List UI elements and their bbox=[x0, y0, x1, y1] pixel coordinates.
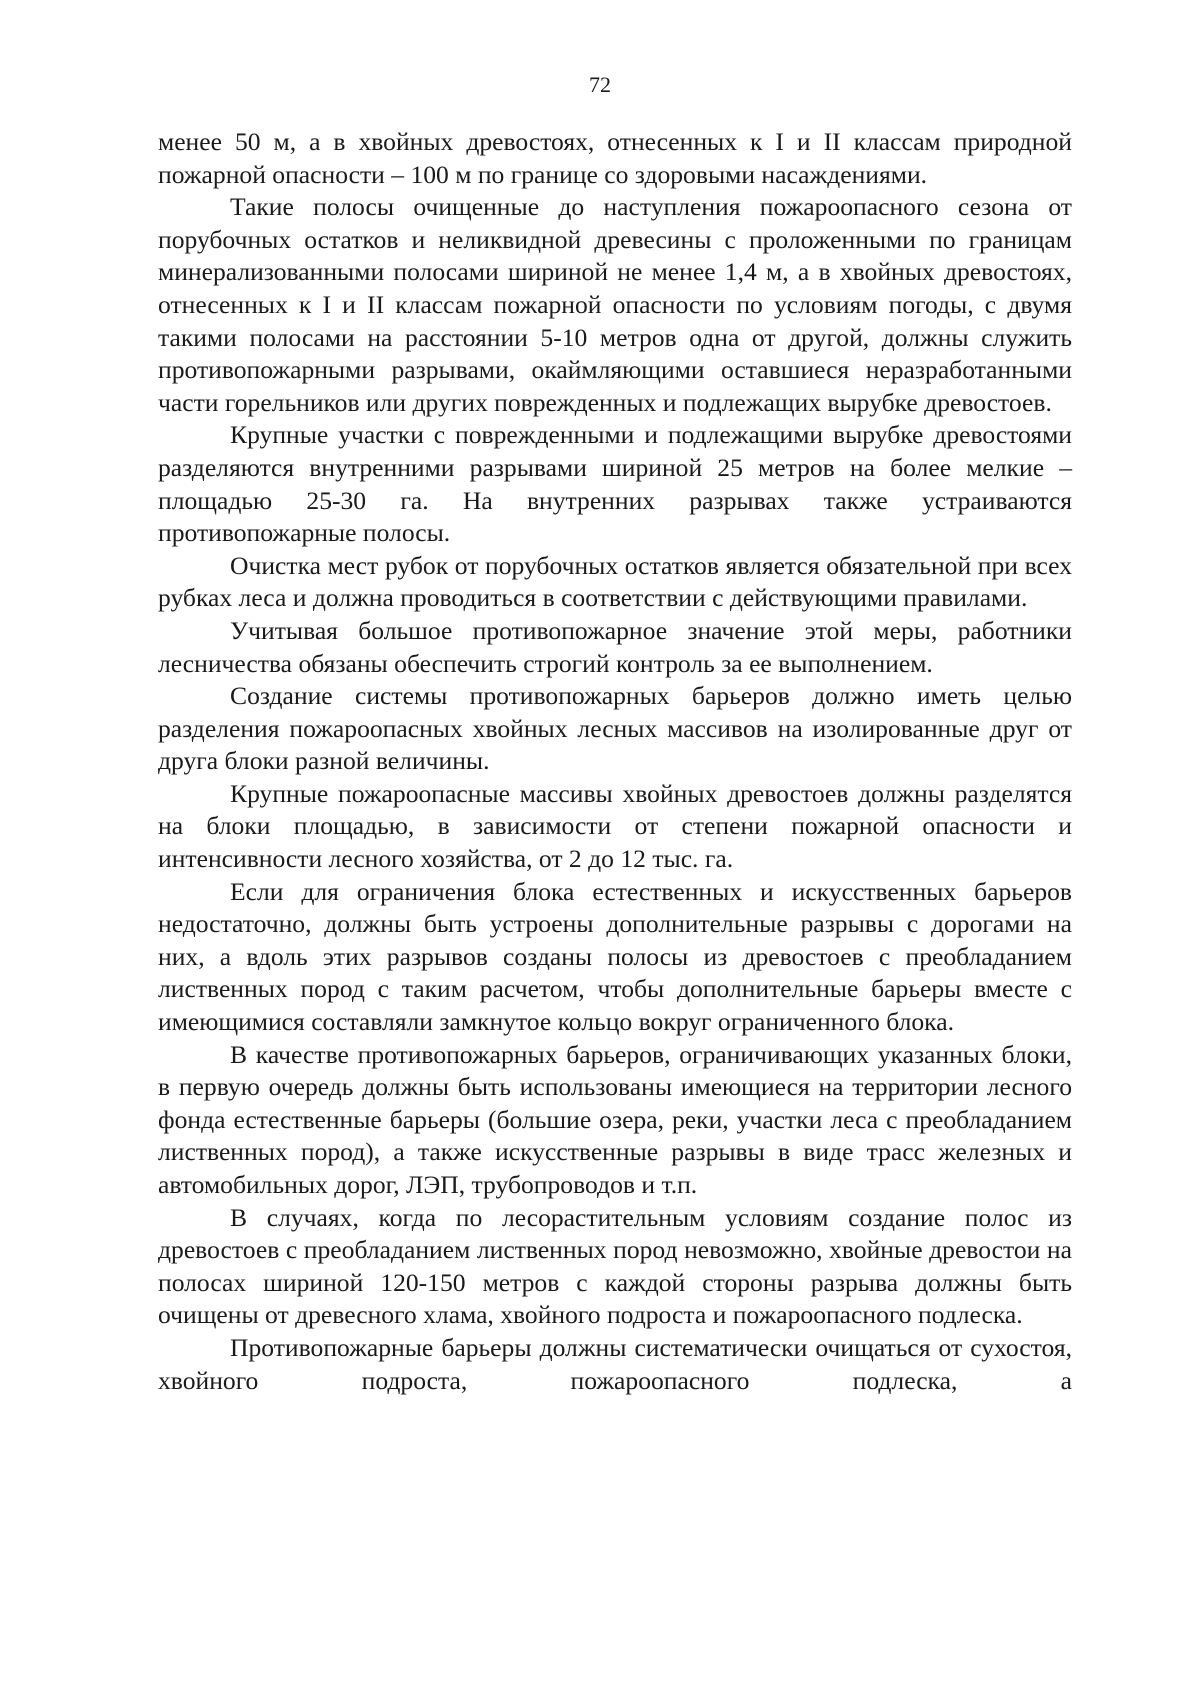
paragraph-continues-next-page: Противопожарные барьеры должны систематически очищаться от сухостоя, хвойного подроста, пожароопасного подлеска, а bbox=[158, 1332, 1072, 1395]
paragraph: В качестве противопожарных барьеров, ограничивающих указанных блоки, в первую очередь должны быть использованы имеющиеся на территории лесного фонда естественные барьеры (большие озера, реки, участки леса с преобладанием лиственных пород), а также искусственные разрывы в виде трасс железных и автомобильных дорог, ЛЭП, трубопроводов и т.п. bbox=[158, 1039, 1072, 1199]
paragraph-continuation: менее 50 м, а в хвойных древостоях, отнесенных к I и II классам природной пожарной опасности – 100 м по границе со здоровыми насаждениями. bbox=[158, 127, 1072, 189]
paragraph: Учитывая большое противопожарное значение этой меры, работники лесничества обязаны обеспечить строгий контроль за ее выполнением. bbox=[158, 615, 1072, 678]
paragraph: Если для ограничения блока естественных и искусственных барьеров недостаточно, должны быть устроены дополнительные разрывы с дорогами на них, а вдоль этих разрывов созданы полосы из древостоев с преобладанием лиственных пород с таким расчетом, чтобы дополнительные барьеры вместе с имеющимися составляли замкнутое кольцо вокруг ограниченного блока. bbox=[158, 876, 1072, 1037]
paragraph: Создание системы противопожарных барьеров должно иметь целью разделения пожароопасных хвойных лесных массивов на изолированные друг от друга блоки разной величины. bbox=[158, 681, 1072, 776]
paragraph: В случаях, когда по лесорастительным условиям создание полос из древостоев с преобладанием лиственных пород невозможно, хвойные древостои на полосах шириной 120-150 метров с каждой стороны разрыва должны быть очищены от древесного хлама, хвойного подроста и пожароопасного подлеска. bbox=[158, 1202, 1072, 1330]
paragraph: Крупные пожароопасные массивы хвойных древостоев должны разделятся на блоки площадью, в зависимости от степени пожарной опасности и интенсивности лесного хозяйства, от 2 до 12 тыс. га. bbox=[158, 778, 1072, 874]
paragraph: Такие полосы очищенные до наступления пожароопасного сезона от порубочных остатков и неликвидной древесины с проложенными по границам минерализованными полосами шириной не менее 1,4 м, а в хвойных древостоях, отнесенных к I и II классам пожарной опасности по условиям погоды, с двумя такими полосами на расстоянии 5-10 метров одна от другой, должны служить противопожарными разрывами, окаймляющими оставшиеся неразработанными части горельников или других поврежденных и подлежащих вырубке древостоев. bbox=[158, 192, 1072, 417]
paragraph: Крупные участки с поврежденными и подлежащими вырубке древостоями разделяются внутренними разрывами шириной 25 метров на более мелкие – площадью 25-30 га. На внутренних разрывах также устраиваются противопожарные полосы. bbox=[158, 420, 1072, 548]
page-number: 72 bbox=[589, 72, 611, 97]
body-text bbox=[158, 126, 1072, 1397]
paragraph: Очистка мест рубок от порубочных остатков является обязательной при всех рубках леса и должна проводиться в соответствии с действующими правилами. bbox=[158, 550, 1072, 613]
